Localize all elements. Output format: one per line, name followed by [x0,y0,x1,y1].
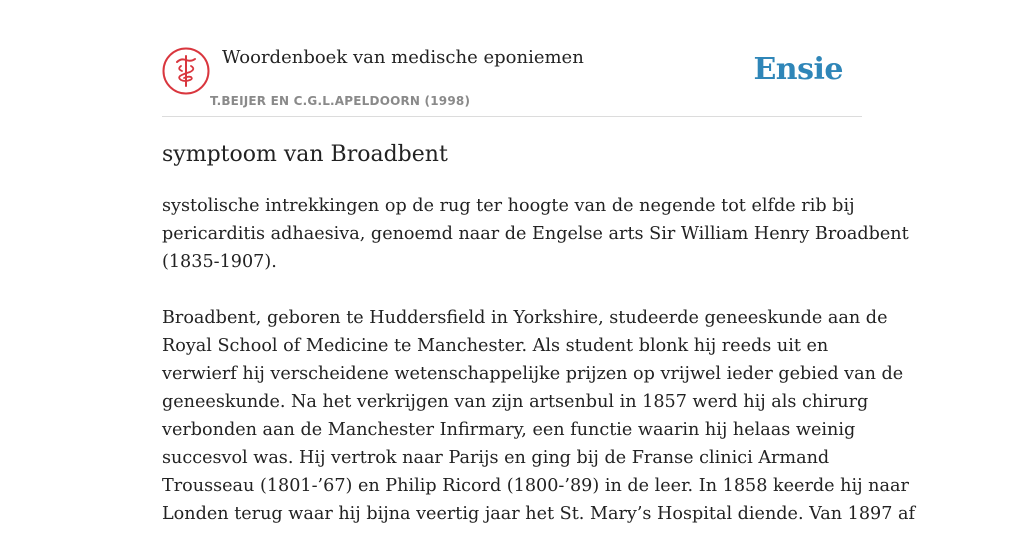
text-line: verwierf hij verscheidene wetenschappelijke prijzen op vrijwel ieder gebied van de [162,364,904,384]
text-line: verbonden aan de Manchester Infirmary, een functie waarin hij helaas weinig [162,420,856,440]
entry-term: symptoom van Broadbent [162,142,448,167]
dictionary-authors: T.BEIJER EN C.G.L.APELDOORN (1998) [210,94,471,108]
dictionary-header [162,46,862,117]
brand-logo[interactable]: Ensie [753,52,843,87]
biography-paragraph [162,304,916,528]
caduceus-icon[interactable] [162,47,210,95]
text-line: Londen terug waar hij bijna veertig jaar het St. Mary’s Hospital diende. Van 1897 af [162,504,916,524]
text-line: geneeskunde. Na het verkrijgen van zijn artsenbul in 1857 werd hij als chirurg [162,392,869,412]
entry-body [162,192,916,556]
text-line: (1835-1907). [162,252,277,272]
text-line: systolische intrekkingen op de rug ter hoogte van de negende tot elfde rib bij [162,196,855,216]
text-line: Broadbent, geboren te Huddersfield in Yorkshire, studeerde geneeskunde aan de [162,308,888,328]
definition-paragraph [162,192,909,276]
dictionary-title[interactable]: Woordenboek van medische eponiemen [222,47,584,68]
text-line: succesvol was. Hij vertrok naar Parijs en ging bij de Franse clinici Armand [162,448,830,468]
text-line: pericarditis adhaesiva, genoemd naar de Engelse arts Sir William Henry Broadbent [162,224,909,244]
text-line: Trousseau (1801-’67) en Philip Ricord (1800-’89) in de leer. In 1858 keerde hij naar [162,476,909,496]
text-line: Royal School of Medicine te Manchester. Als student blonk hij reeds uit en [162,336,829,356]
